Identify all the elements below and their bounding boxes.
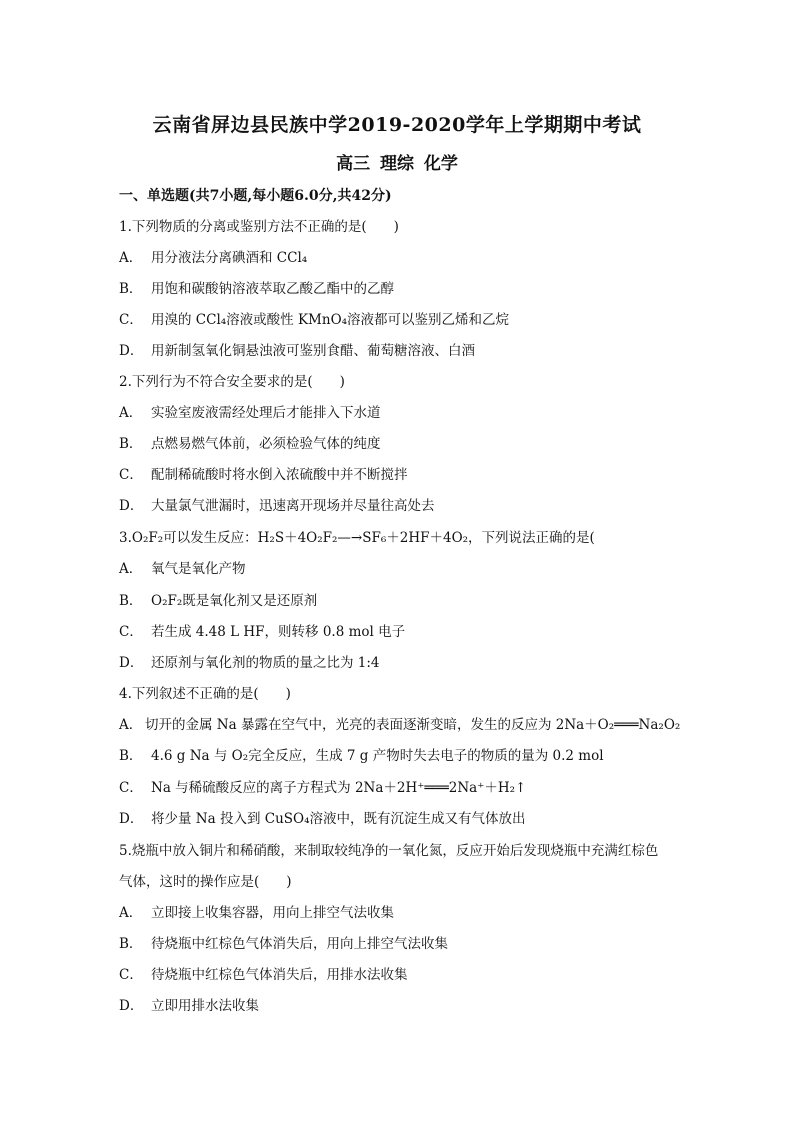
question-2-option-d: D． 大量氯气泄漏时，迅速离开现场并尽量往高处去 [119, 498, 435, 514]
question-4-option-c: C． Na 与稀硫酸反应的离子方程式为 2Na＋2H⁺═══2Na⁺＋H₂↑ [119, 780, 527, 796]
question-5-stem-line-1: 5.烧瓶中放入铜片和稀硝酸，来制取较纯净的一氧化氮，反应开始后发现烧瓶中充满红棕色 [119, 843, 659, 859]
question-3-option-d: D． 还原剂与氧化剂的物质的量之比为 1:4 [119, 655, 380, 671]
section-heading: 一、单选题(共7小题,每小题6.0分,共42分) [119, 188, 392, 204]
question-5-option-b: B． 待烧瓶中红棕色气体消失后，用向上排空气法收集 [119, 936, 448, 952]
question-5-option-a: A． 立即接上收集容器，用向上排空气法收集 [119, 905, 394, 921]
question-2-option-a: A． 实验室废液需经处理后才能排入下水道 [119, 405, 381, 421]
question-4-option-b: B． 4.6 g Na 与 O₂完全反应，生成 7 g 产物时失去电子的物质的量为 0.2 mol [119, 748, 604, 764]
document-title: 云南省屏边县民族中学2019-2020学年上学期期中考试 [152, 114, 642, 136]
question-1-stem: 1.下列物质的分离或鉴别方法不正确的是( ) [119, 219, 399, 235]
question-5-option-d: D． 立即用排水法收集 [119, 998, 259, 1014]
question-3-option-b: B． O₂F₂既是氧化剂又是还原剂 [119, 593, 318, 609]
question-4-option-d: D． 将少量 Na 投入到 CuSO₄溶液中，既有沉淀生成又有气体放出 [119, 811, 526, 827]
question-4-stem: 4.下列叙述不正确的是( ) [119, 686, 291, 702]
question-5-stem-line-2: 气体，这时的操作应是( ) [119, 874, 292, 890]
question-1-option-c: C． 用溴的 CCl₄溶液或酸性 KMnO₄溶液都可以鉴别乙烯和乙烷 [119, 312, 510, 328]
question-2-option-b: B． 点燃易燃气体前，必须检验气体的纯度 [119, 436, 381, 452]
question-2-option-c: C． 配制稀硫酸时将水倒入浓硫酸中并不断搅拌 [119, 467, 408, 483]
question-1-option-d: D． 用新制氢氧化铜悬浊液可鉴别食醋、葡萄糖溶液、白酒 [119, 343, 475, 359]
question-4-option-a: A． 切开的金属 Na 暴露在空气中，光亮的表面逐渐变暗，发生的反应为 2Na＋O₂═══Na₂O₂ [119, 717, 681, 733]
document-subtitle: 高三 理综 化学 [336, 154, 458, 174]
question-3-option-a: A． 氧气是氧化产物 [119, 561, 246, 577]
question-1-option-a: A． 用分液法分离碘酒和 CCl₄ [119, 250, 308, 266]
question-2-stem: 2.下列行为不符合安全要求的是( ) [119, 374, 345, 390]
question-3-option-c: C． 若生成 4.48 L HF，则转移 0.8 mol 电子 [119, 624, 406, 640]
question-3-stem: 3.O₂F₂可以发生反应：H₂S＋4O₂F₂—→SF₆＋2HF＋4O₂，下列说法正确的是( [119, 530, 595, 546]
question-5-option-c: C． 待烧瓶中红棕色气体消失后，用排水法收集 [119, 967, 408, 983]
question-1-option-b: B． 用饱和碳酸钠溶液萃取乙酸乙酯中的乙醇 [119, 281, 394, 297]
